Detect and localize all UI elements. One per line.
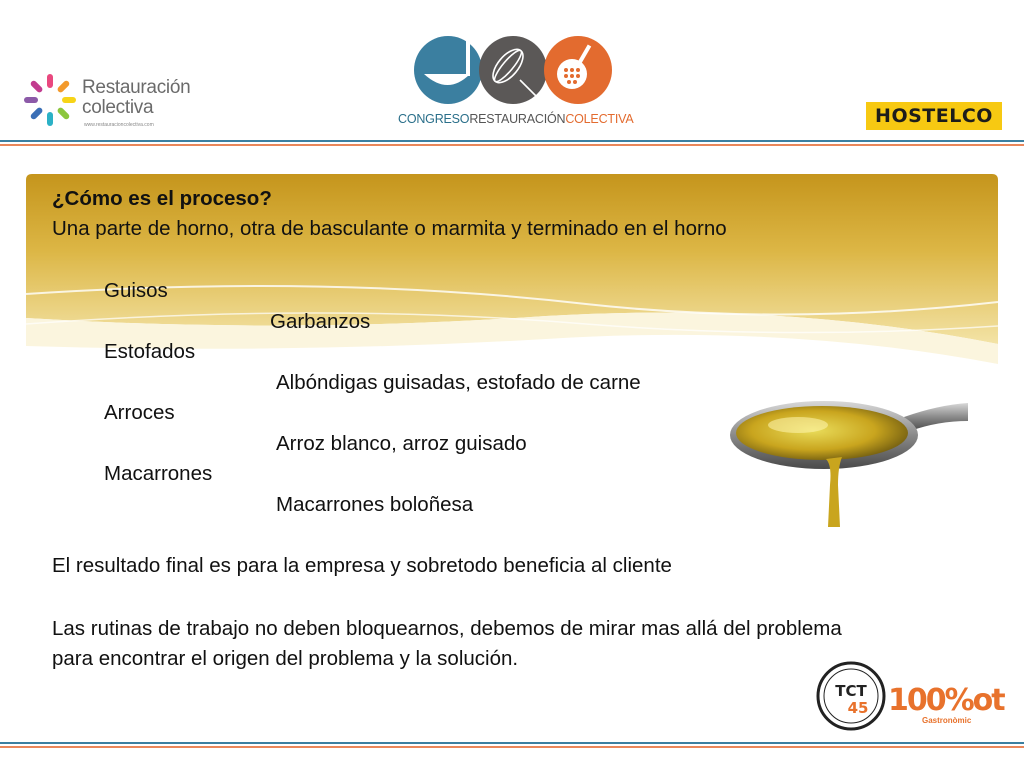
process-question: ¿Cómo es el proceso? [52,187,272,210]
hostelco-logo: HOSTELCO [866,102,1002,130]
category-guisos: Guisos [104,279,168,302]
example-guisos: Garbanzos [270,310,371,333]
routine-statement-line1: Las rutinas de trabajo no deben bloquearnos, debemos de mirar mas allá del problema [52,617,842,640]
svg-text:45: 45 [847,699,869,717]
routine-statement-line2: para encontrar el origen del problema y la solución. [52,647,519,670]
100-percent-wordmark: 100%ot [888,683,1004,718]
category-estofados: Estofados [104,340,196,363]
restauracion-url: www.restauracioncolectiva.com [84,122,154,128]
example-estofados: Albóndigas guisadas, estofado de carne [276,371,641,394]
category-macarrones: Macarrones [104,462,213,485]
example-macarrones: Macarrones boloñesa [276,493,474,516]
gastronomic-label: Gastronòmic [922,716,972,725]
process-intro: Una parte de horno, otra de basculante o marmita y terminado en el horno [52,217,727,240]
tct45-logo [815,660,887,732]
category-arroces: Arroces [104,401,175,424]
bottom-divider-stripes [0,742,1024,750]
svg-text:TCT: TCT [835,682,867,700]
result-statement: El resultado final es para la empresa y sobretodo beneficia al cliente [52,554,672,577]
congreso-wordmark: CONGRESORESTAURACIÓNCOLECTIVA [398,112,634,126]
restauracion-colectiva-wordmark: Restauración colectiva [82,77,191,118]
example-arroces: Arroz blanco, arroz guisado [276,432,527,455]
100-gastronomic-logo [888,683,1004,730]
